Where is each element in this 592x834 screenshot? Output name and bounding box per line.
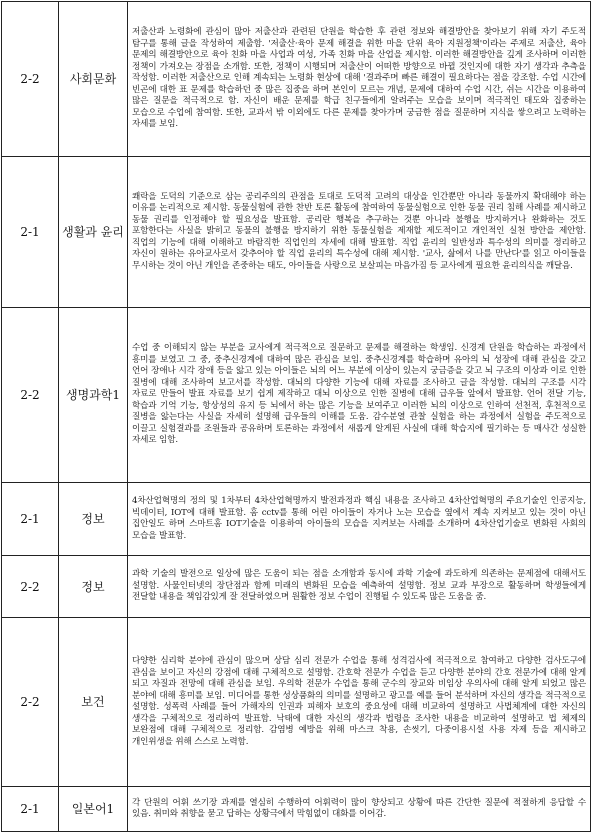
record-text: 4차산업혁명의 정의 및 1차부터 4차산업혁명까지 발전과정과 핵심 내용을 조사하고 4차산업혁명의 주요기술인 인공지능, 빅데이터, IOT에 대해 발표함. 홈 cctv를 통해 어린 아이들이 자거나 노는 모습을 옆에서 계속 지켜보고 있는 것이 아닌 집안일도 하며 스마트홈 IOT기술을 이용하여 아이들의 모습을 지켜보는 사례를 소개하며 4차산업기술로 변화된 사회의 모습을 발표함. [128,483,591,556]
record-text: 쾌락을 도덕의 기준으로 삼는 공리주의의 관점을 토대로 도덕적 고려의 대상을 인간뿐만 아니라 동물까지 확대해야 하는 이유를 논리적으로 제시함. 동물실험에 관한 찬반 토론 활동에 참여하여 동물실험으로 인한 동물 권리 침해 사례를 제시하고 동물 권리를 인정해야 할 필요성을 발표함. 공리란 행복을 추구하는 것뿐 아니라 불행을 방지하거나 완화하는 것도 포함한다는 사실을 밝히고 동물의 불행을 방지하기 위한 동물실험을 제재할 제도적이고 개인적인 실천 방안을 제안함. 직업의 기능에 대해 이해하고 바람직한 직업인의 자세에 대해 발표함. 직업 윤리의 일반성과 특수성의 의미를 정리하고 자신이 원하는 유아교사로서 갖추어야 할 직업 윤리의 특수성에 대해 제시함. '교사, 삶에서 나를 만난다'를 읽고 아이들을 무시하는 것이 아닌 개인을 존중하는 태도, 아이들을 사랑으로 보살피는 마음가짐 등 교사에게 필요한 윤리의식을 깨달음. [128,157,591,308]
record-text: 각 단원의 어휘 쓰기장 과제를 열심히 수행하여 어휘력이 많이 향상되고 상황에 따른 간단한 질문에 적절하게 응답할 수 있음. 취미와 취향을 묻고 답하는 상황극에서 막힘없이 대화를 이어감. [128,787,591,832]
record-text: 수업 중 이해되지 않는 부분을 교사에게 적극적으로 질문하고 문제를 해결하는 학생임. 신경계 단원을 학습하는 과정에서 흥미를 보였고 그 중, 중추신경계에 대하여 많은 관심을 보임. 중추신경계를 학습하며 유아의 뇌 성장에 대해 관심을 갖고 언어 장애나 시각 장애 등을 앓고 있는 아이들은 뇌의 어느 부분에 이상이 있는지 궁금증을 갖고 뇌 구조의 이상과 이로 인한 질병에 대해 조사하여 보고서를 작성함. 대뇌의 다양한 기능에 대해 자료를 조사하고 글을 작성함. 대뇌의 구조를 시각 자료로 만들어 발표 자료를 보기 쉽게 제작하고 대뇌 이상으로 인한 질병에 대해 급우들 앞에서 발표함. 언어 전달 기능, 학습과 기억 기능, 항상성의 유지 등 뇌에서 하는 많은 기능을 보여주고 이러한 뇌의 이상으로 인하여 선천적, 후천적으로 질병을 앓는다는 사실을 자세히 설명해 급우들의 이해를 도움. 감수분열 관찰 실험을 하는 과정에서 실험을 주도적으로 이끌고 실험결과를 조원들과 공유하며 토론하는 과정에서 새롭게 알게된 사실에 대해 학습지에 필기하는 등 매사간 성실한 자세로 임함. [128,308,591,483]
record-table [1,1,591,832]
table-row [2,308,591,483]
term-cell: 2-1 [2,483,59,556]
table-row [2,483,591,556]
subject-cell: 정보 [59,556,128,618]
table-row [2,556,591,618]
subject-cell: 정보 [59,483,128,556]
table-row [2,157,591,308]
table-row [2,2,591,157]
subject-cell: 사회문화 [59,2,128,157]
record-text: 다양한 심리학 분야에 관심이 많으며 상담 심리 전문가 수업을 통해 성격검사에 적극적으로 참여하고 다양한 검사도구에 관심을 보이고 자신의 강점에 대해 구체적으로 설명함. 간호학 전문가 수업을 듣고 다양한 분야의 간호 전문가에 대해 알게 되고 자질과 전망에 대해 관심을 보임. 우의학 전문가 수업을 통해 군수의 장교와 비임상 우의사에 대해 알게 되었고 많은 분야에 대해 흥미를 보임. 미디어를 통한 성상품화의 의미를 설명하고 광고를 예를 들어 분석하며 자신의 생각을 적극적으로 설명함. 성폭력 사례를 들어 가해자의 인권과 피해자 보호의 중요성에 대해 비교하여 설명하고 사법체계에 대한 자신의 생각을 구체적으로 정리하여 발표함. 낙태에 대한 자신의 생각과 법령을 조사한 내용을 비교하여 설명하고 법 체제의 보완점에 대해 구체적으로 정리함. 감염병 예방을 위해 마스크 착용, 손씻기, 다중이용시설 사용 자제 등을 제시하고 개인위생을 위해 스스로 노력함. [128,618,591,787]
subject-cell: 보건 [59,618,128,787]
term-cell: 2-2 [2,2,59,157]
term-cell: 2-2 [2,556,59,618]
record-text: 과학 기술의 발전으로 일상에 많은 도움이 되는 점을 소개함과 동시에 과학 기술에 과도하게 의존하는 문제점에 대해서도 설명함. 사물인터넷의 장단점과 함께 미래의 변화된 모습을 예측하여 설명함. 정보 교과 부장으로 활동하며 학생들에게 전달할 내용을 책임감있게 잘 전달하였으며 원활한 정보 수업이 진행될 수 있도록 많은 도움을 줌. [128,556,591,618]
term-cell: 2-2 [2,618,59,787]
subject-cell: 생활과 윤리 [59,157,128,308]
table-row [2,787,591,832]
subject-cell: 일본어1 [59,787,128,832]
subject-cell: 생명과학1 [59,308,128,483]
record-text: 저출산과 노령화에 관심이 많아 저출산과 관련된 단원을 학습한 후 관련 정보와 해결방안을 찾아보기 위해 자기 주도적 탐구를 통해 글을 작성하여 제출함. '저출산·육아 문제 해결을 위한 마을 단위 육아 지원정책'이라는 주제로 저출산, 육아 문제의 해결방안으로 육아 친화 마을 사업과 여성, 가족 친화 마을 산업을 제시함. 이러한 해결방안을 깊게 조사하며 이러한 정책이 가져오는 장점을 소개함. 또한, 정책이 시행되며 저출산이 어떠한 방향으로 바뀔 것인지에 대한 자기 생각과 추측을 작성함. 이러한 저출산으로 인해 계속되는 노령화 현상에 대해 '결과주며 빠른 해결이 필요하다는 점을 강조함. 수업 시간에 빈곤에 대한 표 문제를 학습하던 중 많은 집중을 하며 본인이 모르는 개념, 문제에 대하여 수업 시간, 쉬는 시간을 이용하여 많은 질문을 적극적으로 함. 자신이 배운 문제를 학급 친구들에게 알려주는 모습을 보이며 적극적인 태도와 집중하는 모습으로 수업에 참여함. 또한, 교과서 밖 이외에도 다른 문제를 찾아가며 궁금한 점을 질문하며 지식을 쌓으려고 노력하는 자세를 보임. [128,2,591,157]
term-cell: 2-2 [2,308,59,483]
term-cell: 2-1 [2,787,59,832]
table-row [2,618,591,787]
term-cell: 2-1 [2,157,59,308]
